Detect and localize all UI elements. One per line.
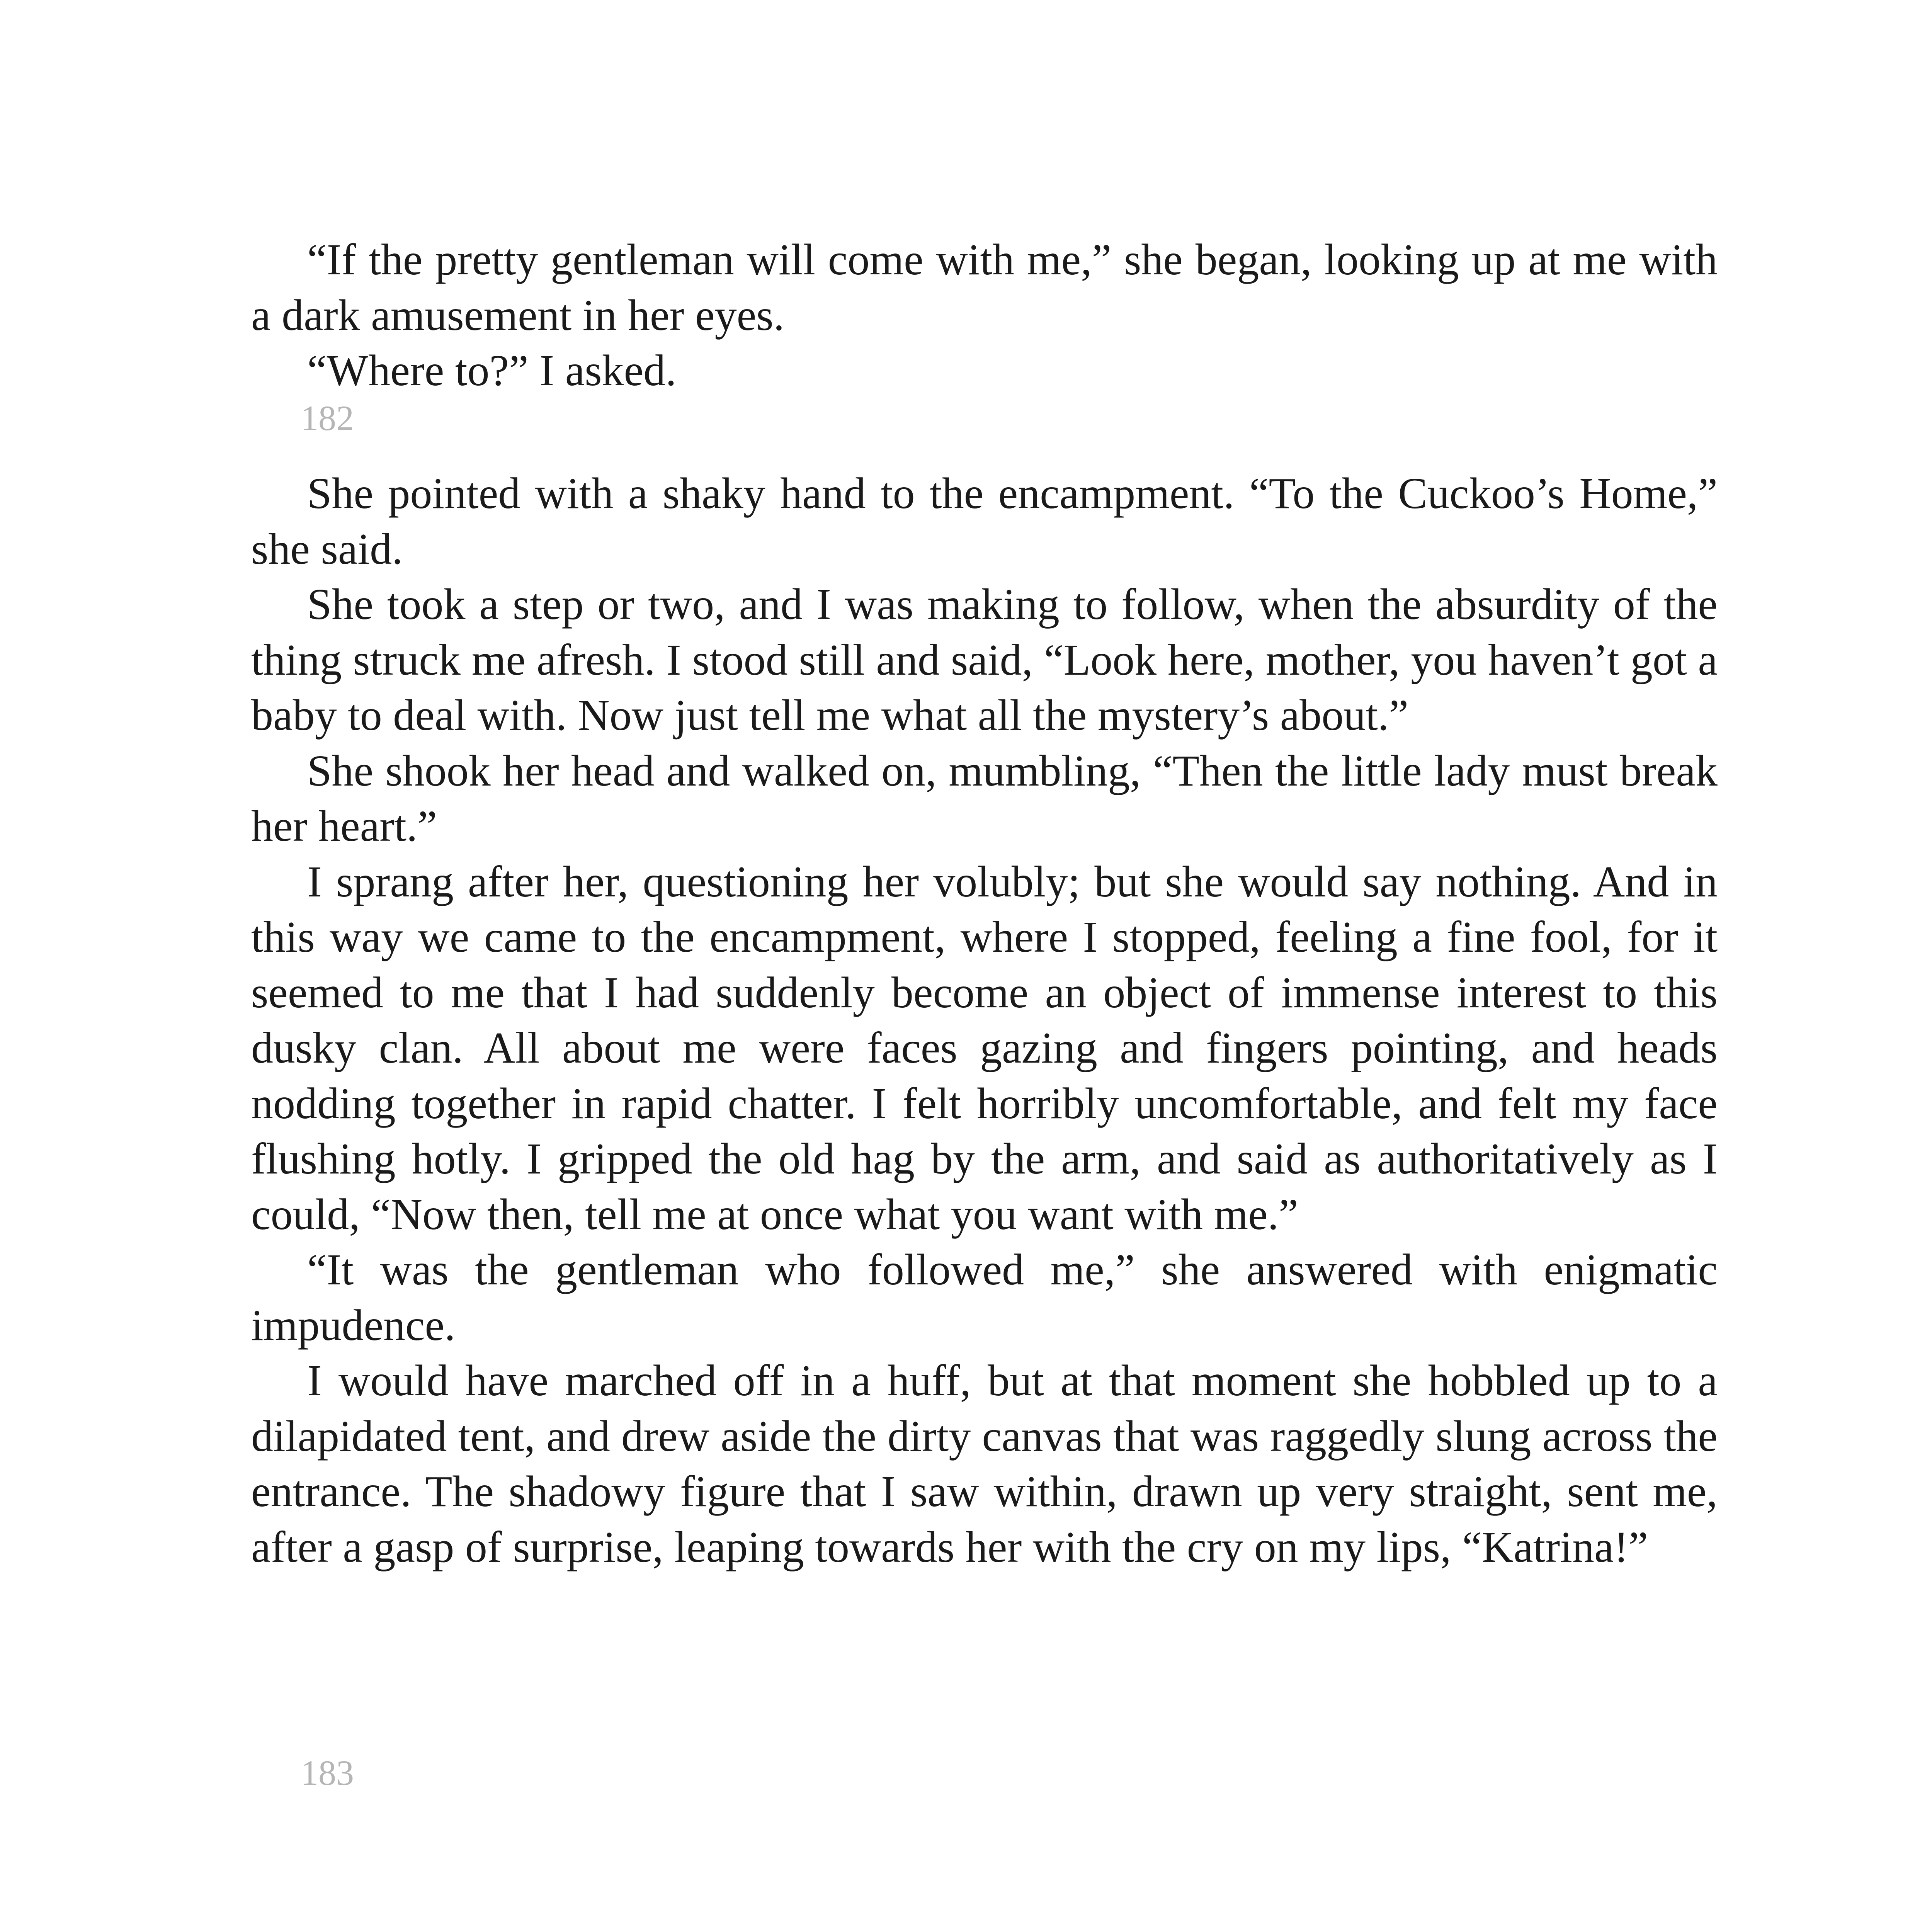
text-block-page-183	[251, 466, 1718, 1575]
paragraph: She took a step or two, and I was making to follow, when the absurdity of the thing struck me afresh. I stood still and said, “Look here, mother, you haven’t got a baby to deal with. Now just tell me what all the mystery’s about.”	[251, 580, 1718, 740]
text-block-page-182	[251, 232, 1718, 398]
page-number-182: 182	[301, 398, 354, 438]
page-number-183: 183	[301, 1753, 354, 1793]
paragraph: I would have marched off in a huff, but at that moment she hobbled up to a dilapidated tent, and drew aside the dirty canvas that was raggedly slung across the entrance. The shadowy figure that I saw within, drawn up very straight, sent me, after a gasp of surprise, leaping towards her with the cry on my lips, “Katrina!”	[251, 1356, 1718, 1571]
paragraph: I sprang after her, questioning her volubly; but she would say nothing. And in this way we came to the encampment, where I stopped, feeling a fine fool, for it seemed to me that I had suddenly become an object of immense interest to this dusky clan. All about me were faces gazing and fingers pointing, and heads nodding together in rapid chatter. I felt horribly uncomfortable, and felt my face flushing hotly. I gripped the old hag by the arm, and said as authoritatively as I could, “Now then, tell me at once what you want with me.”	[251, 857, 1718, 1239]
paragraph: She pointed with a shaky hand to the encampment. “To the Cuckoo’s Home,” she said.	[251, 469, 1718, 573]
paragraph: “Where to?” I asked.	[307, 346, 677, 395]
paragraph: “If the pretty gentleman will come with me,” she began, looking up at me with a dark amusement in her eyes.	[251, 235, 1718, 340]
paragraph: “It was the gentleman who followed me,” she answered with enigmatic impudence.	[251, 1245, 1718, 1350]
paragraph: She shook her head and walked on, mumbling, “Then the little lady must break her heart.”	[251, 746, 1718, 850]
